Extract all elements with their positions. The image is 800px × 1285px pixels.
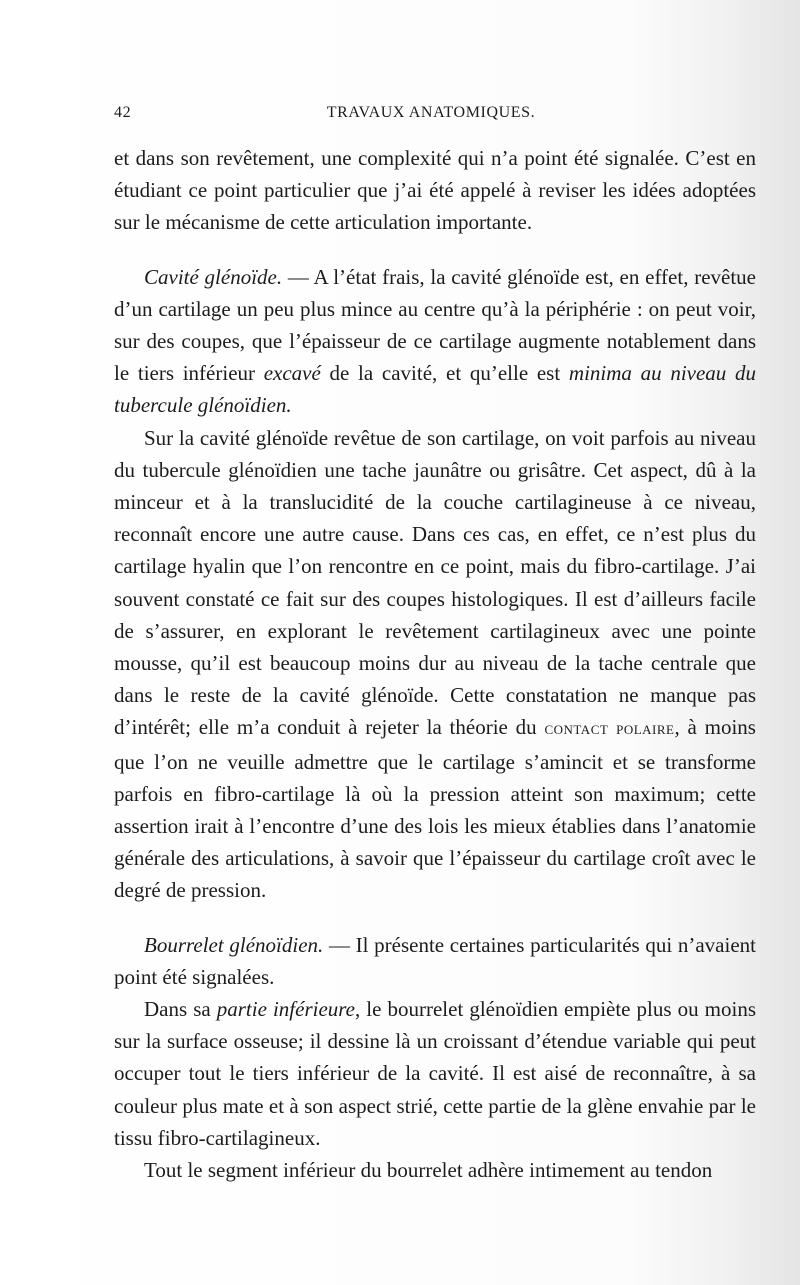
paragraph-text: , le bourrelet glénoïdien empiète plus ou moins sur la surface osseuse; il dessine là un croissant d’étendue variable qui peut occuper tout le tiers inférieur de la cavité. Il est aisé de reconnaître, à sa couleur plus mate et à son aspect strié, cette partie de la glène envahie par le tissu fibro-cartilagineux. [114,997,756,1150]
emphasis-excave: excavé [263,361,321,386]
emphasis-minima: minima au niveau du tubercule glénoïdien. [114,361,756,418]
section-gap [114,907,756,929]
running-title: TRAVAUX ANATOMIQUES. [326,104,536,121]
running-head [114,104,748,128]
small-caps-contact-polaire: contact polaire [544,718,675,740]
section-heading-cavite-glenoide: Cavité glénoïde. [144,264,283,289]
paragraph-cavite-glenoide [114,261,756,422]
page-number: 42 [114,104,132,121]
paragraph-bourrelet-glenoidien [114,929,756,993]
paragraph-continuation: et dans son revêtement, une complexité qui n’a point été signalée. C’est en étudiant ce point particulier que j’ai été appelé à reviser les idées adoptées sur le mécanisme de cette articulation importante. [114,146,756,235]
section-heading-bourrelet-glenoidien: Bourrelet glénoïdien. [144,932,324,957]
paragraph-text: de la cavité, et qu’elle est [320,361,569,386]
section-gap [114,239,756,261]
paragraph-text: Sur la cavité glénoïde revêtue de son cartilage, on voit parfois au niveau du tubercule glénoïdien une tache jaunâtre ou grisâtre. Cet aspect, dû à la minceur et à la translucidité de la couche cartilagineuse à ce niveau, reconnaît encore une autre cause. Dans ces cas, en effet, ce n’est plus du cartilage hyalin que l’on rencontre en ce point, mais du fibro-cartilage. J’ai souvent constaté ce fait sur des coupes histologiques. Il est d’ailleurs facile de s’assurer, en explorant le revêtement cartilagineux avec une pointe mousse, qu’il est beaucoup moins dur au niveau de la tache centrale que dans le reste de la cavité glénoïde. Cette constatation ne manque pas d’intérêt; elle m’a conduit à rejeter la théorie du [114,425,756,740]
paragraph-tache-centrale [114,422,756,907]
paragraph-segment-inferieur: Tout le segment inférieur du bourrelet adhère intimement au tendon [144,1158,713,1183]
paragraph-partie-inferieure [114,993,756,1154]
paragraph-text: — Il présente certaines particularités qui n’avaient point été signalées. [114,932,756,989]
paragraph-text: Dans sa [144,997,217,1022]
paragraph-text: , à moins que l’on ne veuille admettre que le cartilage s’amincit et se transforme parfois en fibro-cartilage là où la pression atteint son maximum; cette assertion irait à l’encontre d’une des lois les mieux établies dans l’anatomie générale des articulations, à savoir que l’épaisseur du cartilage croît avec le degré de pression. [114,715,756,903]
body-text [114,142,756,1186]
emphasis-partie-inferieure: partie inférieure [216,997,355,1022]
paragraph-text: — A l’état frais, la cavité glénoïde est, en effet, revêtue d’un cartilage un peu plus mince au centre qu’à la périphérie : on peut voir, sur des coupes, que l’épaisseur de ce cartilage augmente notablement dans le tiers inférieur [114,264,756,386]
